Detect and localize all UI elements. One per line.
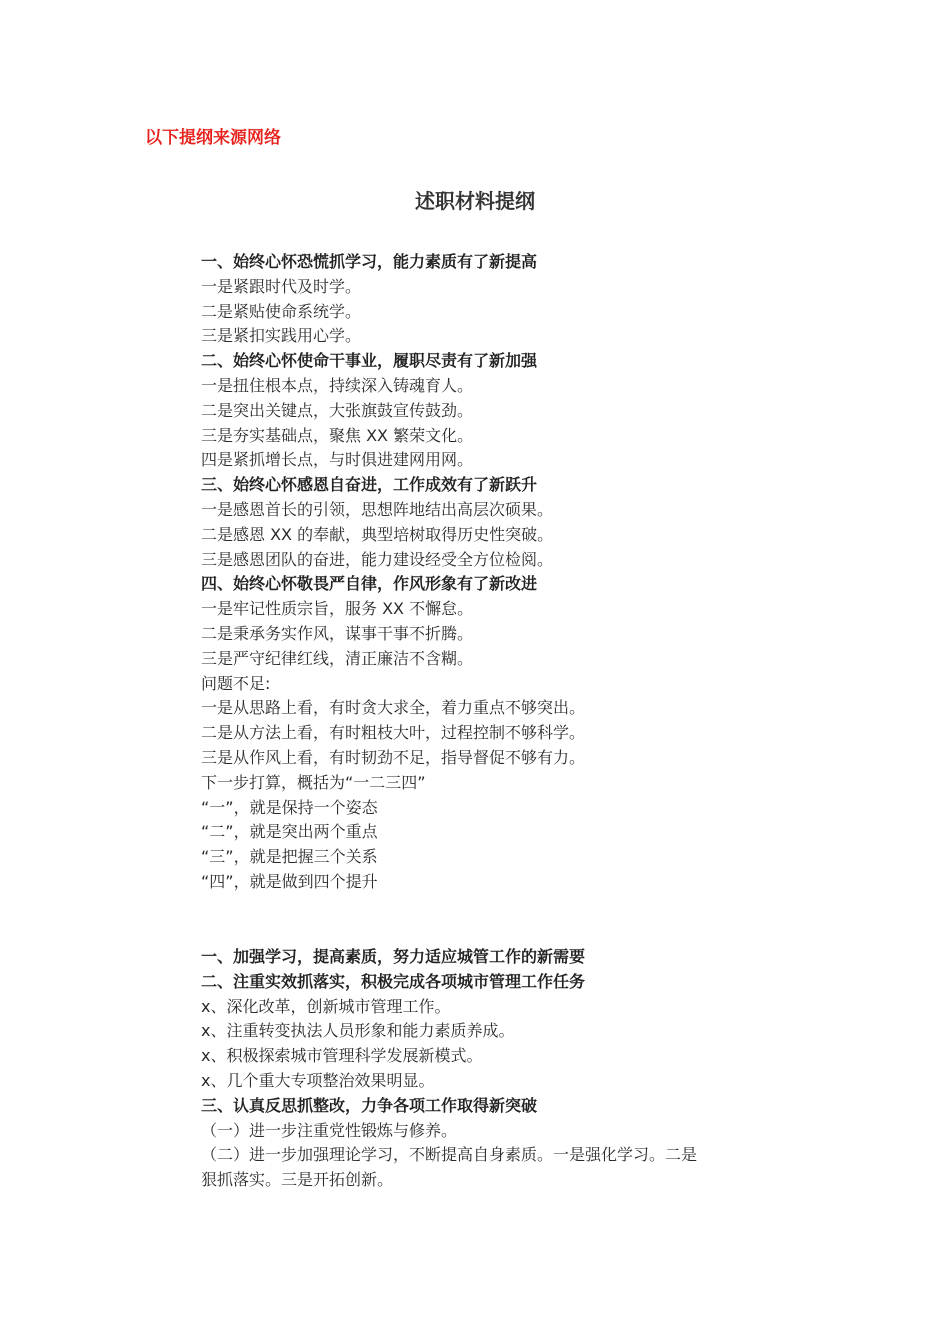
outline-line: “三”，就是把握三个关系 [201, 847, 378, 867]
outline-line: 二是突出关键点，大张旗鼓宣传鼓劲。 [201, 400, 474, 420]
outline-heading: 三、认真反思抓整改，力争各项工作取得新突破 [201, 1095, 538, 1115]
outline-heading: 三、始终心怀感恩自奋进，工作成效有了新跃升 [201, 475, 538, 495]
outline-line: 一是从思路上看，有时贪大求全，着力重点不够突出。 [201, 698, 586, 718]
source-note: 以下提纲来源网络 [145, 128, 281, 148]
outline-line: 一是紧跟时代及时学。 [201, 276, 362, 296]
outline-line: （一）进一步注重党性锻炼与修养。 [201, 1120, 458, 1140]
outline-line: “二”，就是突出两个重点 [201, 822, 378, 842]
outline-heading: 二、注重实效抓落实，积极完成各项城市管理工作任务 [201, 971, 586, 991]
outline-line: 三是夯实基础点，聚焦 XX 繁荣文化。 [201, 425, 474, 445]
outline-line: 二是秉承务实作风，谋事干事不折腾。 [201, 623, 474, 643]
outline-line: 问题不足: [201, 673, 271, 693]
outline-line: 三是严守纪律红线，清正廉洁不含糊。 [201, 648, 474, 668]
outline-line: “四”，就是做到四个提升 [201, 871, 378, 891]
outline-section-a [201, 250, 761, 895]
outline-line: （二）进一步加强理论学习，不断提高自身素质。一是强化学习。二是 [201, 1145, 698, 1165]
outline-line: 狠抓落实。三是开拓创新。 [201, 1170, 394, 1190]
outline-line: 三是感恩团队的奋进，能力建设经受全方位检阅。 [201, 549, 554, 569]
outline-line: 一是感恩首长的引领，思想阵地结出高层次硕果。 [201, 499, 554, 519]
outline-line: x、深化改革，创新城市管理工作。 [201, 996, 451, 1016]
outline-line: x、注重转变执法人员形象和能力素质养成。 [201, 1021, 515, 1041]
outline-line: 二是从方法上看，有时粗枝大叶，过程控制不够科学。 [201, 723, 586, 743]
outline-line: “一”，就是保持一个姿态 [201, 797, 378, 817]
outline-section-b [201, 945, 761, 1193]
outline-line: 二是紧贴使命系统学。 [201, 301, 362, 321]
outline-heading: 一、始终心怀恐慌抓学习，能力素质有了新提高 [201, 252, 538, 271]
outline-line: x、几个重大专项整治效果明显。 [201, 1070, 435, 1090]
outline-heading: 一、加强学习，提高素质，努力适应城管工作的新需要 [201, 947, 586, 966]
outline-line: 一是牢记性质宗旨，服务 XX 不懈怠。 [201, 599, 474, 619]
outline-line: 二是感恩 XX 的奉献，典型培树取得历史性突破。 [201, 524, 554, 544]
outline-line: x、积极探索城市管理科学发展新模式。 [201, 1046, 483, 1066]
outline-line: 三是从作风上看，有时韧劲不足，指导督促不够有力。 [201, 747, 586, 767]
outline-line: 三是紧扣实践用心学。 [201, 326, 362, 346]
outline-heading: 四、始终心怀敬畏严自律，作风形象有了新改进 [201, 574, 538, 594]
outline-line: 四是紧抓增长点，与时俱进建网用网。 [201, 450, 474, 470]
outline-heading: 二、始终心怀使命干事业，履职尽责有了新加强 [201, 351, 538, 371]
outline-line: 一是扭住根本点，持续深入铸魂育人。 [201, 375, 474, 395]
document-title: 述职材料提纲 [415, 189, 535, 213]
outline-line: 下一步打算，概括为“一二三四” [201, 772, 426, 792]
